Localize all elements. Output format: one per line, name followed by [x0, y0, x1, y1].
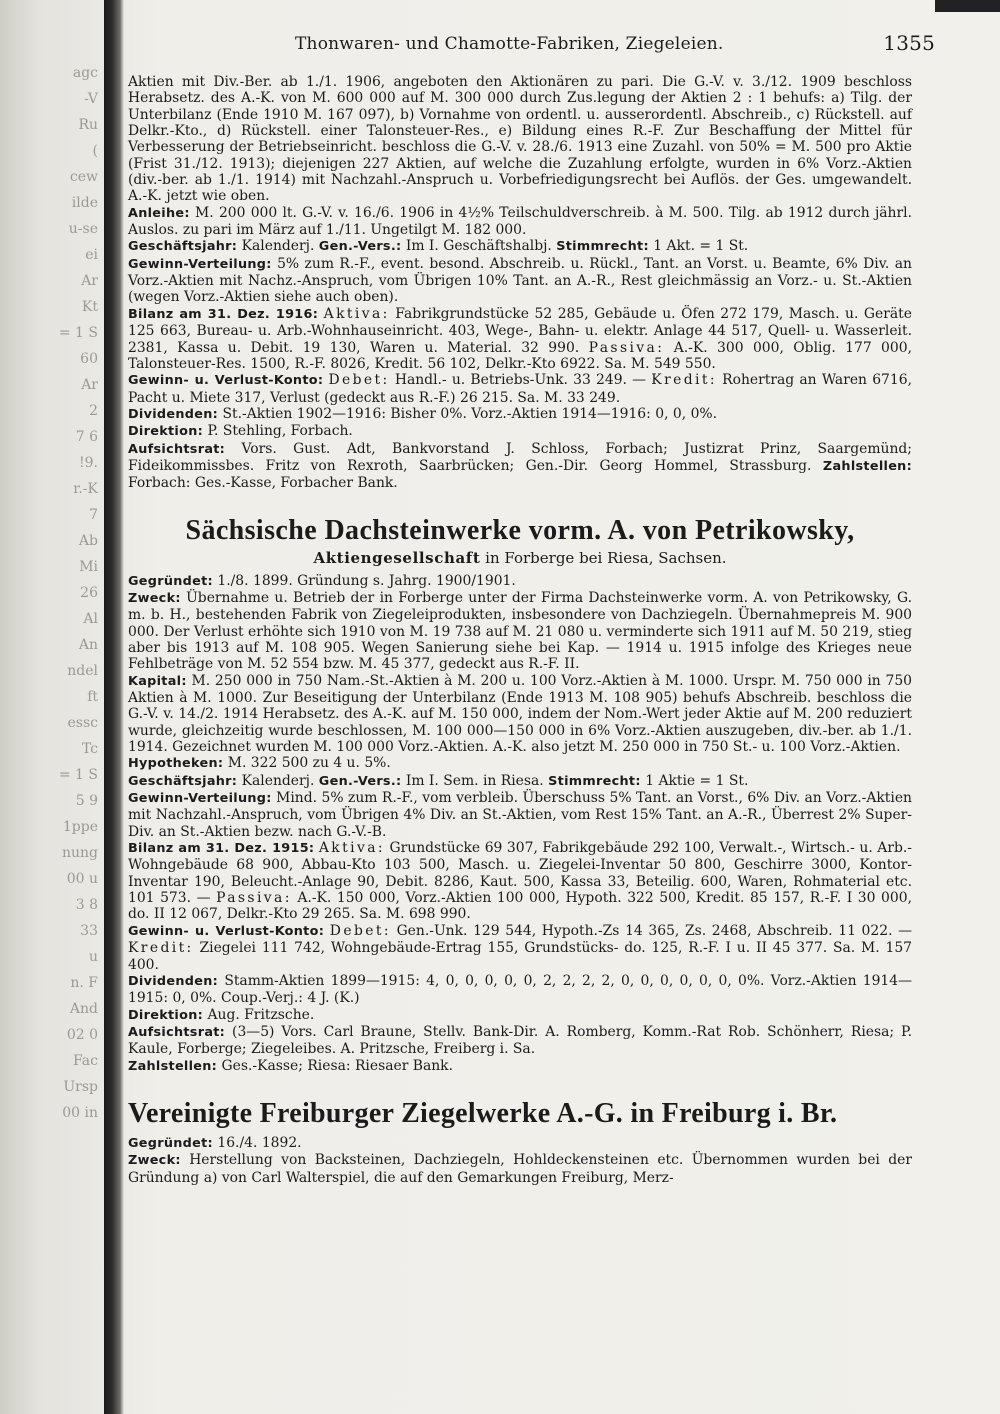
bleed-fragment: u-se [68, 221, 98, 237]
stimmrecht-label: Stimmrecht: [548, 773, 641, 789]
gegruendet-label: Gegründet: [128, 1135, 213, 1151]
bilanz-passiva-text: A.-K. 300 000, Oblig. 177 000, Talonsteuer-Res. 1500, R.-F. 8026, Kredit. 56 102, Delkr.-Kto 6922. Sa. M. 549 550. [128, 339, 912, 372]
company-subtitle-rest: in Forberge bei Riesa, Sachsen. [485, 548, 727, 567]
aufsichtsrat-label: Aufsichtsrat: [128, 1024, 226, 1040]
anleihe-label: Anleihe: [128, 205, 190, 221]
meeting-paragraph [128, 238, 912, 255]
bleed-fragment: = 1 S [58, 767, 98, 783]
anleihe-text: M. 200 000 lt. G.-V. v. 16./6. 1906 in 4½% Teilschuldverschreib. à M. 500. Tilg. ab 1912 durch jährl. Auslos. zu pari im März auf 1./11. Ungetilgt M. 182 000. [128, 204, 912, 239]
guv-label: Gewinn- u. Verlust-Konto: [128, 923, 325, 939]
zweck-text: Übernahme u. Betrieb der in Forberge unter der Firma Dachsteinwerke vorm. A. von Petrikowsky, G. m. b. H., bestehenden Fabrik von Ziegeleiprodukten, insbesondere von Dachziegeln. Übernahmepreis M. 900 000. Der Verlust erhöhte sich 1910 von M. 19 738 auf M. 21 080 u. verminderte sich 1911 auf M. 50 219, stieg aber bis 1913 auf M. 108 905. Wegen Sanierung siehe bei Kap. — 1914 u. 1915 infolge des Krieges neue Fehlbeträge von M. 52 554 bzw. M. 45 377, gedeckt aus R.-F. II. [128, 589, 912, 673]
bilanz-aktiva-label: Aktiva: [318, 840, 385, 857]
bleed-fragment: 02 0 [66, 1027, 98, 1043]
company-subtitle-bold: Aktiengesellschaft [313, 548, 481, 567]
gegruendet-label: Gegründet: [128, 573, 213, 589]
gewinn-label: Gewinn-Verteilung: [128, 256, 272, 272]
bleed-fragment: n. F [70, 975, 98, 991]
bleed-fragment: Kt [81, 299, 98, 315]
bilanz-passiva-text: A.-K. 150 000, Vorz.-Aktien 100 000, Hypoth. 322 500, Kredit. 85 157, R.-F. I 30 000, do. II 12 067, Delkr.-Kto 29 265. Sa. M. 698 990. [128, 890, 912, 923]
dividenden-label: Dividenden: [128, 406, 219, 422]
bleed-fragment: Ar [81, 273, 98, 289]
gegruendet-paragraph [128, 573, 912, 590]
zahlstellen-text: Ges.-Kasse; Riesa: Riesaer Bank. [221, 1057, 454, 1074]
bleed-fragment: And [69, 1001, 98, 1017]
bleed-fragment: Mi [79, 559, 98, 575]
dividenden-paragraph [128, 406, 912, 423]
bleed-fragment: nung [61, 845, 98, 861]
bleed-fragment: ei [85, 247, 98, 263]
guv-kredit-label: Kredit: [128, 940, 194, 957]
bleed-fragment: u [88, 949, 98, 965]
guv-label: Gewinn- u. Verlust-Konto: [128, 373, 324, 389]
left-page-bleed-through [0, 60, 104, 1390]
hypotheken-text: M. 322 500 zu 4 u. 5%. [227, 755, 391, 772]
kapital-paragraph [128, 673, 912, 756]
page-number: 1355 [883, 31, 935, 55]
bilanz-passiva-label: Passiva: [588, 339, 665, 356]
bleed-fragment: 00 u [66, 871, 98, 887]
dividenden-text: Stamm-Aktien 1899—1915: 4, 0, 0, 0, 0, 0, 2, 2, 2, 2, 0, 0, 0, 0, 0, 0, 0%. Vorz.-Aktien 1914—1915: 0, 0%. Coup.-Verj.: 4 J. (K.) [128, 972, 912, 1007]
bleed-fragment: r.-K [73, 481, 98, 497]
guv-kredit-text: Rohertrag an Waren 6716, Pacht u. Miete 317, Verlust (gedeckt aus R.-F.) 26 215. Sa. M. 33 249. [128, 372, 912, 406]
bleed-fragment: 3 8 [75, 897, 98, 913]
bleed-fragment: ndel [67, 663, 98, 679]
dividenden-paragraph [128, 973, 912, 1007]
zahlstellen-label: Zahlstellen: [128, 1058, 218, 1074]
genvers-label: Gen.-Vers.: [318, 239, 402, 255]
bleed-fragment: Ab [78, 533, 98, 549]
company-subtitle [128, 549, 912, 567]
zahlstellen-text: Forbach: Ges.-Kasse, Forbacher Bank. [128, 475, 398, 492]
bleed-fragment: Ursp [63, 1079, 98, 1095]
stimmrecht-label: Stimmrecht: [556, 239, 649, 255]
aufsichtsrat-paragraph [128, 441, 912, 492]
aufsichtsrat-text: Vors. Gust. Adt, Bankvorstand J. Schloss, Forbach; Justizrat Prinz, Saargemünd; Fideikommissbes. Fritz von Rexroth, Saarbrücken; Gen.-Dir. Georg Hommel, Strassburg. [128, 440, 912, 474]
bilanz-paragraph [128, 306, 912, 372]
anleihe-paragraph [128, 205, 912, 239]
entry-intro-text: Aktien mit Div.-Ber. ab 1./1. 1906, angeboten den Aktionären zu pari. Die G.-V. v. 3./12. 1909 beschloss Herabsetz. des A.-K. von M. 600 000 auf M. 300 000 durch Zus.legung der Aktien 2 : 1 behufs: a) Tilg. der Unterbilanz (Ende 1910 M. 167 097), b) Vornahme von ordentl. u. ausserordentl. Abschreib., c) Rückstell. auf Delkr.-Kto., d) Rückstell. einer Talonsteuer-Res., e) Bildung eines R.-F. Zur Beschaffung der Mittel für Verbesserung der Betriebseinricht. beschloss die G.-V. v. 28./6. 1913 eine Zuzahl. von 50% = M. 500 pro Aktie (Frist 31./12. 1913); diejenigen 227 Aktien, auf welche die Zuzahlung erfolgte, wurden in 6% Vorz.-Aktien (div.-ber. ab 1./1. 1914) mit Nachzahl.-Anspruch u. Vorbefriedigungsrecht bei Auflös. der Ges. umgewandelt. A.-K. jetzt wie oben. [128, 74, 912, 205]
guv-paragraph [128, 372, 912, 406]
bleed-fragment: Al [83, 611, 98, 627]
bleed-fragment: ( [92, 143, 98, 159]
guv-kredit-text: Ziegelei 111 742, Wohngebäude-Ertrag 155, Grundstücks- do. 125, R.-F. I u. II 45 377. Sa. M. 157 400. [128, 940, 912, 973]
bleed-fragment: essc [67, 715, 98, 731]
guv-debet-label: Debet: [329, 922, 391, 939]
direktion-paragraph [128, 423, 912, 440]
bleed-fragment: Ar [81, 377, 98, 393]
stimmrecht-text: 1 Akt. = 1 St. [653, 238, 749, 255]
kapital-text: M. 250 000 in 750 Nam.-St.-Aktien à M. 200 u. 100 Vorz.-Aktien à M. 1000. Urspr. M. 750 000 in 750 Aktien à M. 1000. Zur Beseitigung der Unterbilanz (Ende 1913 M. 108 905) behufs Abschreib. beschloss die G.-V. v. 14./2. 1914 Herabsetz. des A.-K. auf M. 150 000, indem der Nom.-Wert jeder Aktie auf M. 200 reduziert wurde, gleichzeitig wurde beschlossen, M. 100 000—150 000 in 6% Vorz.-Aktien auszugeben, div.-ber. ab 1./1. 1914. Gezeichnet wurden M. 100 000 Vorz.-Aktien. A.-K. also jetzt M. 250 000 in 750 St.- u. 100 Vorz.-Aktien. [128, 672, 913, 756]
dividenden-text: St.-Aktien 1902—1916: Bisher 0%. Vorz.-Aktien 1914—1916: 0, 0, 0%. [222, 405, 718, 422]
aufsichtsrat-label: Aufsichtsrat: [128, 441, 226, 457]
zahlstellen-label: Zahlstellen: [822, 458, 912, 474]
company-title: Sächsische Dachsteinwerke vorm. A. von Petrikowsky, [185, 514, 855, 546]
bleed-fragment: Ru [78, 117, 98, 133]
gegruendet-text: 16./4. 1892. [217, 1134, 302, 1151]
zweck-label: Zweck: [128, 1153, 181, 1169]
bleed-fragment: Tc [81, 741, 98, 757]
hypotheken-paragraph [128, 755, 912, 772]
gewinn-paragraph [128, 790, 912, 840]
dividenden-label: Dividenden: [128, 973, 219, 989]
bilanz-paragraph [128, 840, 912, 923]
zweck-label: Zweck: [128, 590, 181, 606]
bleed-fragment: !9. [79, 455, 98, 471]
entry-saechsische-dachsteinwerke [128, 514, 912, 1075]
bleed-fragment: An [78, 637, 98, 653]
zweck-paragraph [128, 1152, 912, 1186]
direktion-text: P. Stehling, Forbach. [207, 423, 353, 440]
bilanz-label: Bilanz am 31. Dez. 1916: [128, 306, 319, 322]
stimmrecht-text: 1 Aktie = 1 St. [645, 772, 749, 789]
bleed-fragment: 7 [89, 507, 98, 523]
bleed-fragment: 5 9 [75, 793, 98, 809]
zweck-text: Herstellung von Backsteinen, Dachziegeln, Hohldeckensteinen etc. Übernommen wurden bei der Gründung a) von Carl Walterspiel, die auf den Gemarkungen Freiburg, Merz- [128, 1152, 912, 1186]
bleed-fragment: cew [69, 169, 98, 185]
bilanz-passiva-label: Passiva: [216, 890, 292, 907]
geschaeftsjahr-label: Geschäftsjahr: [128, 239, 238, 255]
meeting-paragraph [128, 773, 912, 790]
guv-debet-text: Handl.- u. Betriebs-Unk. 33 249. — [394, 372, 647, 389]
gewinn-paragraph [128, 256, 912, 306]
guv-kredit-label: Kredit: [651, 372, 717, 389]
geschaeftsjahr-text: Kalenderj. [241, 238, 315, 255]
guv-debet-text: Gen.-Unk. 129 544, Hypoth.-Zs 14 365, Zs. 2468, Abschreib. 11 022. — [396, 922, 913, 939]
running-header-title: Thonwaren- und Chamotte-Fabriken, Ziegeleien. [295, 34, 724, 54]
bleed-fragment: 33 [80, 923, 98, 939]
bleed-fragment: 00 in [62, 1105, 98, 1121]
gegruendet-text: 1./8. 1899. Gründung s. Jahrg. 1900/1901. [217, 572, 516, 589]
direktion-label: Direktion: [128, 424, 204, 440]
aufsichtsrat-text: (3—5) Vors. Carl Braune, Stellv. Bank-Dir. A. Romberg, Komm.-Rat Rob. Schönherr, Riesa; P. Kaule, Forberge; Ziegeleibes. A. Pritzsche, Freiberg i. Sa. [128, 1023, 912, 1058]
direktion-label: Direktion: [128, 1007, 204, 1023]
guv-debet-label: Debet: [328, 372, 390, 389]
aufsichtsrat-paragraph [128, 1024, 912, 1058]
bleed-fragment: = 1 S [58, 325, 98, 341]
bleed-fragment: 60 [80, 351, 98, 367]
bleed-fragment: 26 [80, 585, 98, 601]
binding-gutter-shadow [104, 0, 124, 1414]
genvers-text: Im I. Sem. in Riesa. [405, 772, 544, 789]
bleed-fragment: ilde [71, 195, 98, 211]
guv-paragraph [128, 923, 912, 973]
company-title: Vereinigte Freiburger Ziegelwerke A.-G. in Freiburg i. Br. [128, 1097, 838, 1129]
bleed-fragment: 1ppe [62, 819, 98, 835]
zweck-paragraph [128, 590, 912, 673]
genvers-label: Gen.-Vers.: [318, 773, 402, 789]
bilanz-label: Bilanz am 31. Dez. 1915: [128, 841, 315, 857]
gewinn-text: Mind. 5% zum R.-F., vom verbleib. Überschuss 5% Tant. an Vorst., 6% Div. an Vorz.-Aktien mit Nachzahl.-Anspruch, vom Übrigen 4% Div. an St.-Aktien, vom Rest 15% Tant. an A.-R., Überrest 2% Super-Div. an St.-Aktien bezw. nach G.-V.-B. [128, 790, 912, 840]
bleed-fragment: Fac [73, 1053, 98, 1069]
entry-continuation [128, 74, 912, 492]
page-corner-shadow [935, 0, 1000, 12]
geschaeftsjahr-label: Geschäftsjahr: [128, 773, 238, 789]
geschaeftsjahr-text: Kalenderj. [241, 772, 315, 789]
genvers-text: Im I. Geschäftshalbj. [405, 238, 552, 255]
entry-freiburger-ziegelwerke [128, 1097, 912, 1186]
bilanz-aktiva-text: Grundstücke 69 307, Fabrikgebäude 292 100, Verwalt.-, Wirtsch.- u. Arb.-Wohngebäude 68 900, Abbau-Kto 103 500, Masch. u. Ziegelei-Inventar 50 800, Geschirre 3000, Kontor-Inventar 190, Beleucht.-Anlage 90, Debit. 8286, Kaut. 500, Kassa 33, Beteilig. 600, Waren, Rohmaterial etc. 101 573. — [128, 840, 912, 907]
bleed-fragment: 2 [89, 403, 98, 419]
direktion-paragraph [128, 1007, 912, 1024]
gewinn-label: Gewinn-Verteilung: [128, 791, 272, 807]
bleed-fragment: ft [87, 689, 98, 705]
bleed-fragment: -V [84, 91, 98, 107]
gewinn-text: 5% zum R.-F., event. besond. Abschreib. u. Rückl., Tant. an Vorst. u. Beamte, 6% Div. an Vorz.-Aktien mit Nachz.-Anspruch, vom Übrigen 10% Tant. an A.-R., Rest gleichmässig an Vorz.- u. St.-Aktien (wegen Vorz.-Aktien siehe auch oben). [128, 255, 912, 306]
direktion-text: Aug. Fritzsche. [207, 1006, 315, 1023]
bilanz-aktiva-label: Aktiva: [323, 305, 390, 322]
kapital-label: Kapital: [128, 673, 187, 689]
bilanz-aktiva-text: Fabrikgrundstücke 52 285, Gebäude u. Öfen 272 179, Masch. u. Geräte 125 663, Bureau- u. Arb.-Wohnhauseinricht. 403, Wege-, Bahn- u. elektr. Anlage 44 517, Quell- u. Wasserleit. 2381, Kassa u. Debit. 19 130, Waren u. Material. 32 990. [128, 305, 912, 356]
page-body [128, 74, 912, 1186]
bleed-fragment: agc [72, 65, 98, 81]
gegruendet-paragraph [128, 1135, 912, 1152]
bleed-fragment: 7 6 [75, 429, 98, 445]
hypotheken-label: Hypotheken: [128, 756, 224, 772]
zahlstellen-paragraph [128, 1058, 912, 1075]
